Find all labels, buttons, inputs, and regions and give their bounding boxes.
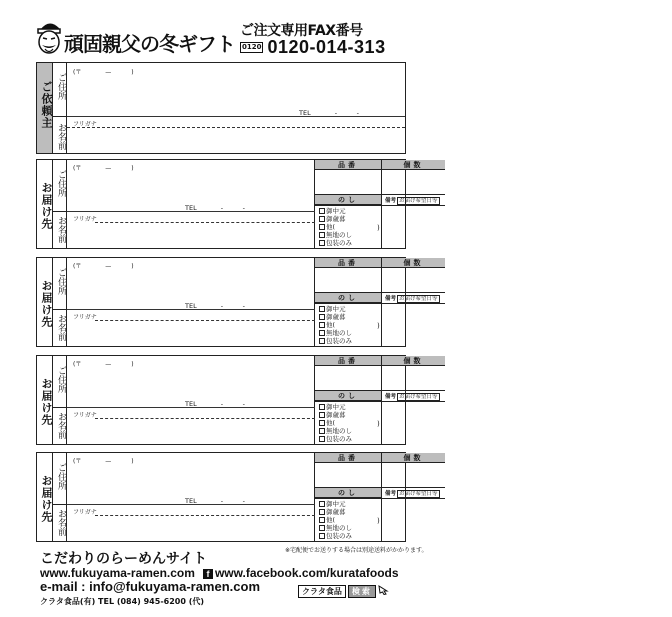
tel-sep: - - xyxy=(220,204,245,212)
checkbox-icon[interactable] xyxy=(319,428,325,434)
zip-close: ) xyxy=(131,361,134,368)
checkbox-icon[interactable] xyxy=(319,533,325,539)
destination-address-label: ご住所 xyxy=(56,463,66,490)
destination-address-col xyxy=(53,258,67,310)
remarks-header xyxy=(384,392,440,400)
product-no-field[interactable] xyxy=(315,366,381,390)
destination-entry-area xyxy=(67,160,315,248)
search-box xyxy=(298,585,390,598)
checkbox-icon[interactable] xyxy=(319,509,325,515)
tel-sep: - - xyxy=(334,109,359,117)
checkbox-icon[interactable] xyxy=(319,224,325,230)
product-no-field[interactable] xyxy=(315,268,381,292)
remarks-field[interactable] xyxy=(382,304,445,346)
destination-furigana-label: フリガナ xyxy=(73,509,97,516)
tel-label: TEL xyxy=(185,497,197,505)
quantity-field[interactable] xyxy=(382,268,445,292)
site-title: こだわりのらーめんサイト xyxy=(40,551,208,567)
destination-entry-area xyxy=(67,258,315,346)
noshi-header: のし xyxy=(315,391,381,401)
tel-sep: - - xyxy=(220,400,245,408)
noshi-option[interactable] xyxy=(319,329,352,337)
noshi-option-label: 御歳暮 xyxy=(326,508,346,516)
noshi-option[interactable] xyxy=(319,516,352,524)
remarks-field[interactable] xyxy=(382,499,445,541)
quantity-field[interactable] xyxy=(382,170,445,194)
quantity-field[interactable] xyxy=(382,463,445,487)
checkbox-icon[interactable] xyxy=(319,216,325,222)
checkbox-icon[interactable] xyxy=(319,420,325,426)
destination-zip-field[interactable] xyxy=(73,359,134,368)
remarks-label: 備考 xyxy=(385,198,397,204)
header xyxy=(34,14,409,60)
checkbox-icon[interactable] xyxy=(319,232,325,238)
destination-furigana-label: フリガナ xyxy=(73,412,97,419)
product-no-header: 品番 xyxy=(315,453,381,463)
quantity-header: 個数 xyxy=(382,160,445,170)
requester-name-label: お名前 xyxy=(56,123,66,150)
search-button[interactable]: 検索 xyxy=(348,585,376,598)
fax-number: 0120-014-313 xyxy=(267,37,386,57)
requester-address-label: ご住所 xyxy=(56,73,66,100)
destination-name-label: お名前 xyxy=(56,216,66,243)
destination-section-3 xyxy=(36,355,438,445)
checkbox-icon[interactable] xyxy=(319,517,325,523)
zip-dash: — xyxy=(105,165,112,172)
noshi-option-label: 無地のし xyxy=(326,524,352,532)
requester-address-col xyxy=(53,63,67,117)
destination-zip-field[interactable] xyxy=(73,163,134,172)
remarks-header xyxy=(384,489,440,497)
other-paren-close: ) xyxy=(377,224,380,232)
search-input[interactable]: クラタ食品 xyxy=(298,585,346,598)
other-paren-close: ) xyxy=(377,517,380,525)
zip-dash: — xyxy=(105,69,112,76)
checkbox-icon[interactable] xyxy=(319,436,325,442)
destination-address-col xyxy=(53,356,67,408)
destination-section-2 xyxy=(36,257,438,347)
destination-name-field[interactable] xyxy=(67,223,315,248)
remarks-note: お届け希望日等 xyxy=(399,491,438,497)
requester-name-col xyxy=(53,117,67,153)
zip-open: (〒 xyxy=(73,69,82,76)
destination-address-label: ご住所 xyxy=(56,170,66,197)
remarks-note: お届け希望日等 xyxy=(399,394,438,400)
requester-name-field[interactable] xyxy=(67,128,405,153)
noshi-option[interactable] xyxy=(319,435,352,443)
noshi-option[interactable] xyxy=(319,411,352,419)
noshi-option-label: 無地のし xyxy=(326,427,352,435)
noshi-option-label: 御歳暮 xyxy=(326,215,346,223)
noshi-option[interactable] xyxy=(319,305,352,313)
requester-side xyxy=(37,63,53,153)
noshi-header: のし xyxy=(315,195,381,205)
noshi-option-label: 他( xyxy=(326,516,336,524)
destination-furigana-label: フリガナ xyxy=(73,314,97,321)
product-no-header: 品番 xyxy=(315,258,381,268)
noshi-option[interactable] xyxy=(319,500,352,508)
destination-label: お届け先 xyxy=(40,378,53,426)
destination-side xyxy=(37,160,53,248)
zip-close: ) xyxy=(131,263,134,270)
noshi-option[interactable] xyxy=(319,207,352,215)
noshi-option-label: 無地のし xyxy=(326,329,352,337)
free-dial-badge: 0120 xyxy=(242,43,262,51)
destination-entry-area xyxy=(67,356,315,444)
requester-zip-field[interactable] xyxy=(73,67,134,76)
destination-side xyxy=(37,356,53,444)
fax-label: ご注文専用FAX番号 xyxy=(240,23,363,39)
address-divider xyxy=(67,309,315,310)
quantity-header: 個数 xyxy=(382,258,445,268)
address-divider xyxy=(67,407,315,408)
noshi-option-label: 御中元 xyxy=(326,403,346,411)
destination-address-label: ご住所 xyxy=(56,268,66,295)
noshi-option-label: 御中元 xyxy=(326,305,346,313)
noshi-option[interactable] xyxy=(319,215,352,223)
requester-furigana-label: フリガナ xyxy=(73,121,97,128)
noshi-option[interactable] xyxy=(319,532,352,540)
destination-zip-field[interactable] xyxy=(73,261,134,270)
noshi-option-label: 御歳暮 xyxy=(326,313,346,321)
order-panel xyxy=(315,258,438,346)
order-panel xyxy=(315,356,438,444)
noshi-option-label: 包装のみ xyxy=(326,435,352,443)
url-row xyxy=(40,566,399,580)
destination-name-col xyxy=(53,310,67,346)
noshi-option-label: 御中元 xyxy=(326,500,346,508)
destination-name-col xyxy=(53,505,67,541)
other-paren-close: ) xyxy=(377,322,380,330)
tel-label: TEL xyxy=(185,204,197,212)
product-no-header: 品番 xyxy=(315,160,381,170)
product-no-field[interactable] xyxy=(315,170,381,194)
checkbox-icon[interactable] xyxy=(319,240,325,246)
requester-section xyxy=(36,62,406,154)
zip-open: (〒 xyxy=(73,458,82,465)
email-link[interactable]: e-mail : info@fukuyama-ramen.com xyxy=(40,579,261,594)
other-paren-close: ) xyxy=(377,420,380,428)
tel-sep: - - xyxy=(220,302,245,310)
noshi-option[interactable] xyxy=(319,337,352,345)
noshi-option[interactable] xyxy=(319,419,352,427)
tel-label: TEL xyxy=(185,400,197,408)
destination-address-col xyxy=(53,160,67,212)
address-divider xyxy=(67,504,315,505)
zip-dash: — xyxy=(105,361,112,368)
facebook-link[interactable]: www.facebook.com/kuratafoods xyxy=(214,566,399,580)
zip-close: ) xyxy=(131,165,134,172)
checkbox-icon[interactable] xyxy=(319,330,325,336)
destination-name-field[interactable] xyxy=(67,516,315,541)
destination-section-1 xyxy=(36,159,438,249)
noshi-option-label: 包装のみ xyxy=(326,532,352,540)
destination-furigana-label: フリガナ xyxy=(73,216,97,223)
destination-side xyxy=(37,258,53,346)
remarks-field[interactable] xyxy=(382,402,445,444)
order-panel xyxy=(315,160,438,248)
address-divider xyxy=(67,116,405,117)
shipping-note: ※宅配便でお送りする場合は別途送料がかかります。 xyxy=(285,547,428,554)
checkbox-icon[interactable] xyxy=(319,412,325,418)
noshi-option-label: 無地のし xyxy=(326,231,352,239)
page-title: 頑固親父の冬ギフト xyxy=(64,32,235,56)
destination-zip-field[interactable] xyxy=(73,456,134,465)
destination-entry-area xyxy=(67,453,315,541)
remarks-header xyxy=(384,196,440,204)
noshi-option[interactable] xyxy=(319,321,352,329)
noshi-option-label: 他( xyxy=(326,223,336,231)
noshi-header: のし xyxy=(315,293,381,303)
tel-sep: - - xyxy=(220,497,245,505)
noshi-option[interactable] xyxy=(319,427,352,435)
checkbox-icon[interactable] xyxy=(319,404,325,410)
noshi-option[interactable] xyxy=(319,524,352,532)
destination-name-field[interactable] xyxy=(67,321,315,346)
noshi-option[interactable] xyxy=(319,223,352,231)
checkbox-icon[interactable] xyxy=(319,322,325,328)
noshi-options xyxy=(319,305,352,345)
noshi-option[interactable] xyxy=(319,403,352,411)
noshi-options xyxy=(319,403,352,443)
checkbox-icon[interactable] xyxy=(319,314,325,320)
noshi-options xyxy=(319,500,352,540)
zip-dash: — xyxy=(105,263,112,270)
destination-label: お届け先 xyxy=(40,475,53,523)
remarks-note: お届け希望日等 xyxy=(399,198,438,204)
destination-name-label: お名前 xyxy=(56,314,66,341)
remarks-field[interactable] xyxy=(382,206,445,248)
destination-name-label: お名前 xyxy=(56,509,66,536)
quantity-header: 個数 xyxy=(382,453,445,463)
remarks-label: 備考 xyxy=(385,491,397,497)
quantity-header: 個数 xyxy=(382,356,445,366)
tel-label: TEL xyxy=(185,302,197,310)
destination-name-col xyxy=(53,408,67,444)
company-info: クラタ食品(有) TEL (084) 945-6200 (代) xyxy=(40,597,205,606)
remarks-label: 備考 xyxy=(385,296,397,302)
zip-open: (〒 xyxy=(73,165,82,172)
address-divider xyxy=(67,211,315,212)
destination-address-label: ご住所 xyxy=(56,366,66,393)
order-panel xyxy=(315,453,438,541)
remarks-note: お届け希望日等 xyxy=(399,296,438,302)
destination-label: お届け先 xyxy=(40,182,53,230)
noshi-option[interactable] xyxy=(319,231,352,239)
destination-name-field[interactable] xyxy=(67,419,315,444)
noshi-options xyxy=(319,207,352,247)
noshi-option[interactable] xyxy=(319,239,352,247)
zip-open: (〒 xyxy=(73,361,82,368)
facebook-icon: f xyxy=(203,569,213,579)
noshi-option-label: 御中元 xyxy=(326,207,346,215)
product-no-header: 品番 xyxy=(315,356,381,366)
noshi-option[interactable] xyxy=(319,508,352,516)
remarks-label: 備考 xyxy=(385,394,397,400)
remarks-header xyxy=(384,294,440,302)
checkbox-icon[interactable] xyxy=(319,501,325,507)
quantity-field[interactable] xyxy=(382,366,445,390)
zip-dash: — xyxy=(105,458,112,465)
pointer-cursor-icon xyxy=(378,585,390,598)
website-link[interactable]: www.fukuyama-ramen.com xyxy=(40,566,195,580)
zip-close: ) xyxy=(131,458,134,465)
noshi-option-label: 包装のみ xyxy=(326,337,352,345)
destination-name-label: お名前 xyxy=(56,412,66,439)
destination-side xyxy=(37,453,53,541)
requester-label: ご依頼主 xyxy=(40,81,53,129)
destination-name-col xyxy=(53,212,67,248)
noshi-option-label: 御歳暮 xyxy=(326,411,346,419)
checkbox-icon[interactable] xyxy=(319,306,325,312)
zip-open: (〒 xyxy=(73,263,82,270)
destination-section-4 xyxy=(36,452,438,542)
fax-number-row xyxy=(240,37,386,58)
tel-label: TEL xyxy=(299,109,311,117)
noshi-option-label: 包装のみ xyxy=(326,239,352,247)
noshi-option-label: 他( xyxy=(326,419,336,427)
destination-label: お届け先 xyxy=(40,280,53,328)
zip-close: ) xyxy=(131,69,134,76)
noshi-header: のし xyxy=(315,488,381,498)
noshi-option[interactable] xyxy=(319,313,352,321)
checkbox-icon[interactable] xyxy=(319,338,325,344)
mascot-face-icon xyxy=(34,16,64,56)
destination-address-col xyxy=(53,453,67,505)
noshi-option-label: 他( xyxy=(326,321,336,329)
checkbox-icon[interactable] xyxy=(319,208,325,214)
checkbox-icon[interactable] xyxy=(319,525,325,531)
product-no-field[interactable] xyxy=(315,463,381,487)
